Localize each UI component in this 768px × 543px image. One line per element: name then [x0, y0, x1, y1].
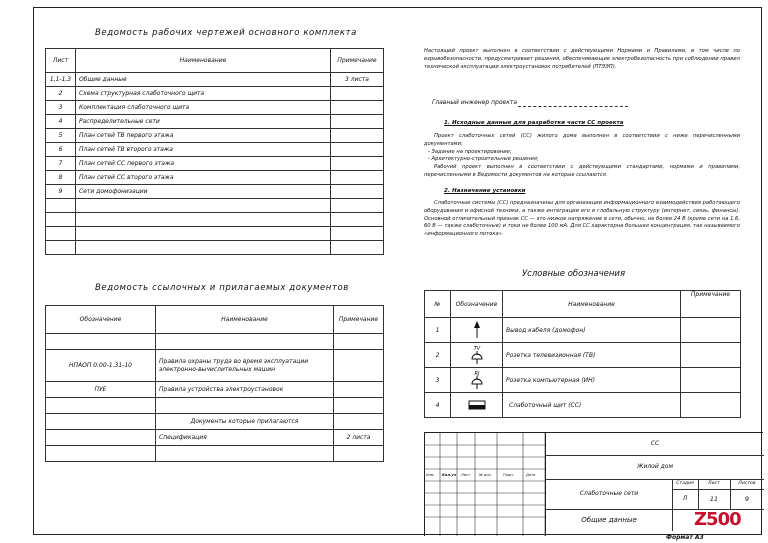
table-row-empty — [46, 199, 384, 213]
svg-text:TV: TV — [473, 346, 480, 352]
drawings-list-title: Ведомость рабочих чертежей основного комплекта — [95, 28, 357, 38]
ref-docs-table — [45, 305, 384, 462]
table-row: 7 План сетей СС первого этажа — [46, 157, 384, 171]
table-row: 9 Сети домофонизации — [46, 185, 384, 199]
header-designation: Обозначение — [46, 306, 156, 334]
legend-title: Условные обозначения — [522, 269, 626, 279]
header-name: Наименование — [156, 306, 334, 334]
legend-table — [424, 290, 741, 418]
stage-value: Л — [672, 489, 699, 509]
signature-line — [518, 106, 628, 107]
stamp-object: Жилой дом — [546, 455, 764, 480]
table-row: Спецификация 2 листа — [46, 430, 384, 446]
table-row: 3 Комплектация слаботочного щита — [46, 101, 384, 115]
table-row-empty — [46, 334, 384, 350]
drawings-list-table — [45, 48, 384, 255]
low-current-panel-icon — [454, 400, 499, 410]
section1-body: Проект слаботочных сетей (СС) жилого дома выполнен в соответствии с ниже перечисленными документами: - Задание на проектирование; - Архитектурно-строительные решения; Рабочий проект выполнен в соответствии с действующими стандартами, нормами и правилами, перечисленными в Ведомости документов на которые ссылаются. — [424, 133, 740, 178]
intercom-outlet-icon — [454, 320, 499, 340]
table-row: НПАОП 0.00-1.31-10 Правила охраны труда во время эксплуатации электронно-вычислительных машин — [46, 350, 384, 382]
table-row: 5 План сетей ТВ первого этажа — [46, 129, 384, 143]
table-row-empty — [46, 241, 384, 255]
legend-row: 4 Слаботочный щит (СС) — [425, 393, 741, 418]
header-name: Наименование — [76, 49, 331, 73]
network-socket-icon — [454, 369, 499, 391]
header-sheet: Лист — [46, 49, 76, 73]
z500-logo: Z500 — [694, 509, 741, 530]
section2-title: 2. Назначение установки — [444, 188, 526, 194]
header-name: Наименование — [503, 291, 681, 318]
revision-headers: Изм. Кол.уч Лист № док. Подп. Дата — [426, 473, 536, 477]
sheets-value: 9 — [744, 495, 750, 503]
legend-row: 3 RJ Розетка компьютерная (ИН) — [425, 368, 741, 393]
title-block — [424, 432, 763, 536]
tv-socket-icon — [454, 344, 499, 366]
table-row: 1,1-1,3 Общие данные 3 листа — [46, 73, 384, 87]
table-row-empty — [46, 446, 384, 462]
stamp-doc-title: Общие данные — [546, 509, 673, 531]
intro-text: Настоящий проект выполнен в соответствии с действующими Нормами и Правилами, в том числе по взрывобезопасности, предусматривает решения, обеспечивающие электробезопасность при соблюдении правил технической эксплуатации электроустановок потребителей (ПТЭЭП). — [424, 48, 740, 70]
legend-row: 1 Вывод кабеля (домофон) — [425, 318, 741, 343]
section2-body: Слаботочные системы (СС) предназначены для организации информационного взаимодействия работающего оборудования и офисной техники, а также интеграции его в глобальную структуру (интернет, связь, финансы). Основной отличительный признак СС — это низкое напряжение в сети, обычно, не более 24 В (кроме сети на 1,6, 60 В — также слаботочные) и токи не более 100 мА. Для СС характерна большая концентрация, так называемого «информационного потока». — [424, 200, 740, 238]
ref-docs-title: Ведомость ссылочных и прилагаемых документов — [95, 283, 349, 293]
stage-label: Стадия — [672, 479, 699, 490]
header-num: № — [425, 291, 451, 318]
table-row-empty — [46, 213, 384, 227]
stamp-code: СС — [546, 433, 764, 456]
attached-header-row: Документы которые прилагаются — [46, 414, 384, 430]
header-note: Примечание — [334, 306, 384, 334]
sheet-label: Лист — [698, 479, 731, 490]
table-row: 2 Схема структурная слаботочного щита — [46, 87, 384, 101]
table-row: 4 Распределительные сети — [46, 115, 384, 129]
format-label: Формат А3 — [666, 534, 704, 541]
chief-engineer-label: Главный инженер проекта — [432, 99, 517, 106]
section1-title: 1. Исходные данные для разработки части СС проекта — [444, 120, 624, 126]
table-row: 6 План сетей ТВ второго этажа — [46, 143, 384, 157]
sheets-label: Листов — [730, 479, 764, 490]
legend-row: 2 TV Розетка телевизионная (ТВ) — [425, 343, 741, 368]
header-note: Примечание — [681, 291, 741, 318]
sheet-value: 11 — [698, 489, 731, 509]
table-row-empty — [46, 398, 384, 414]
svg-text:RJ: RJ — [474, 371, 479, 377]
table-row: ПУЕ Правила устройства электроустановок — [46, 382, 384, 398]
table-row-empty — [46, 227, 384, 241]
revision-grid — [425, 433, 545, 536]
table-row: 8 План сетей СС второго этажа — [46, 171, 384, 185]
header-note: Примечание — [331, 49, 384, 73]
header-symbol: Обозначение — [451, 291, 503, 318]
stamp-system: Слаботочные сети — [546, 479, 673, 510]
